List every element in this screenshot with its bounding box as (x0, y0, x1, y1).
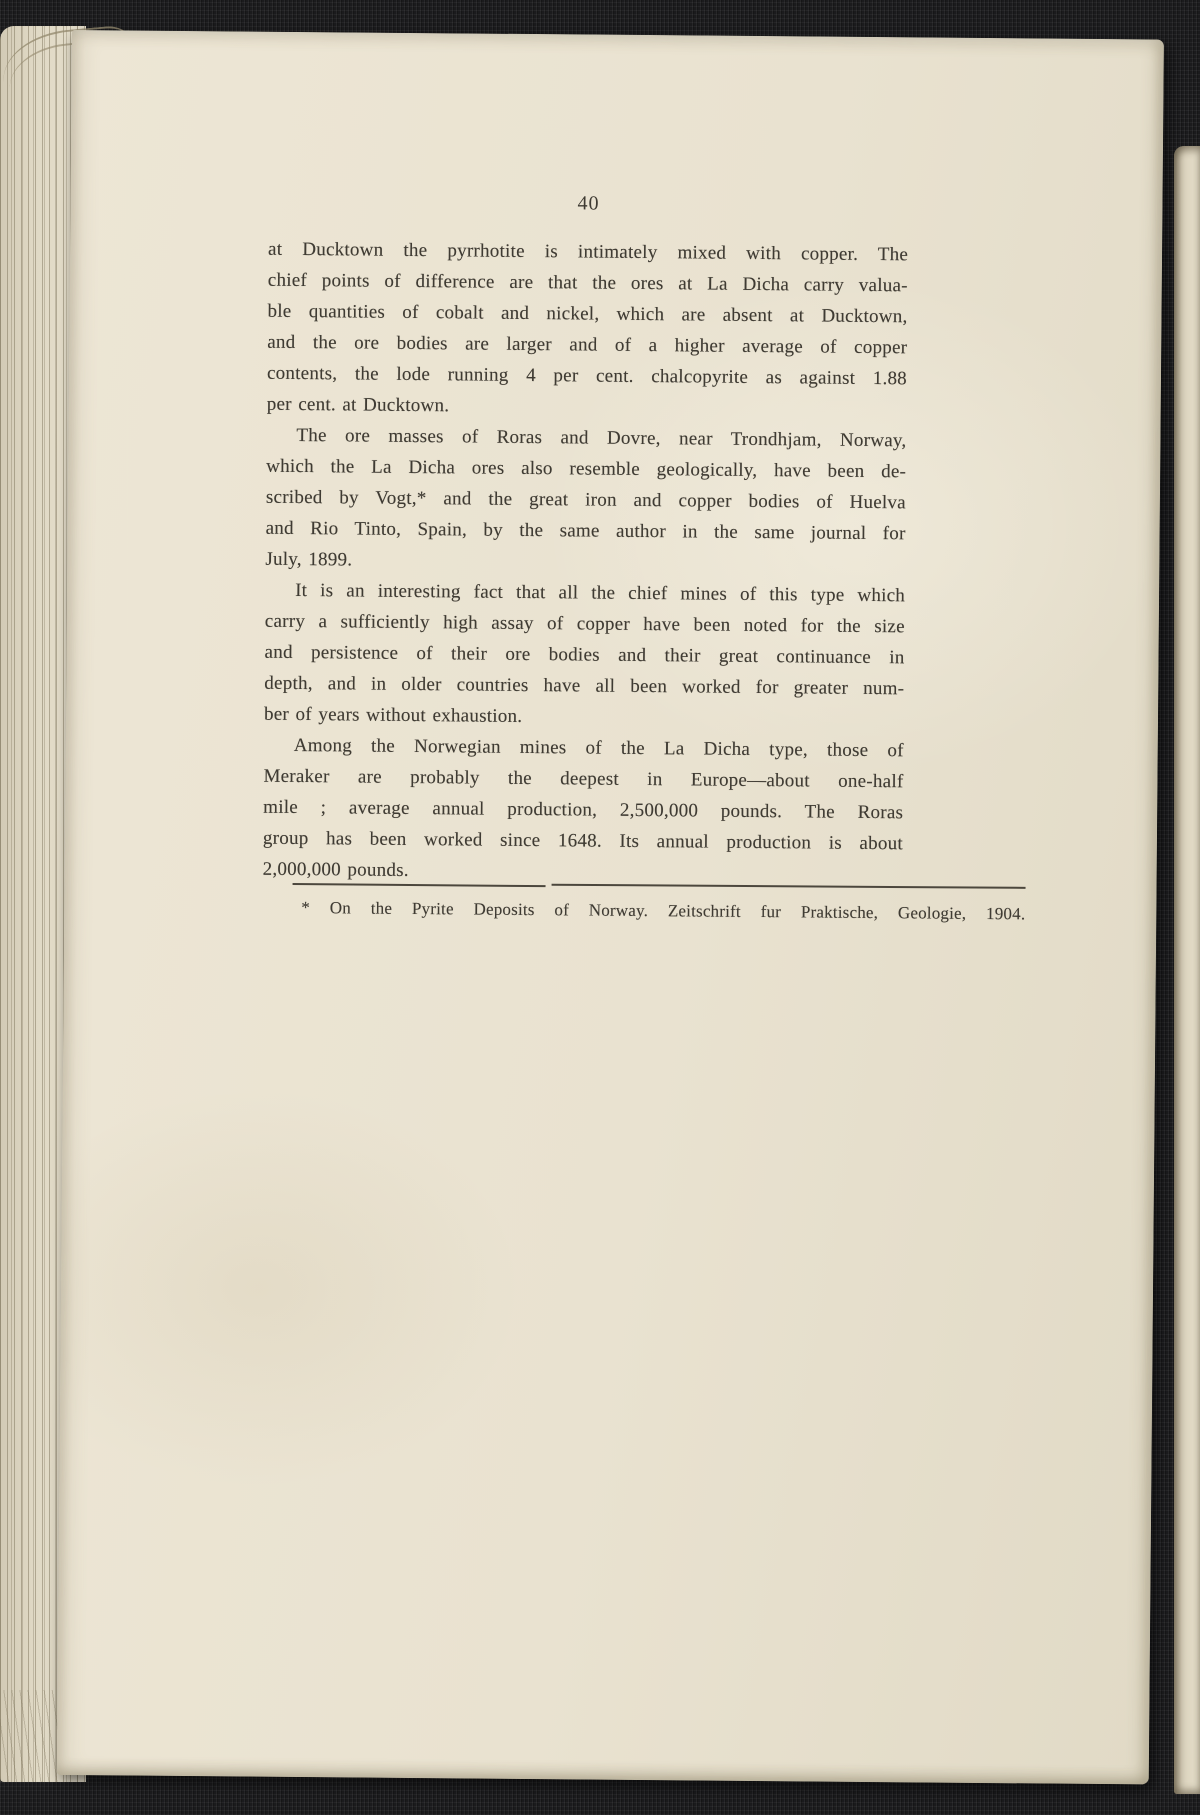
text-line: Meraker are probably the deepest in Europe—about one-half (263, 765, 904, 793)
next-leaf-edge (1174, 146, 1200, 1794)
text-line: carry a sufficiently high assay of copper have been noted for the size (264, 610, 905, 638)
text-line: Among the Norwegian mines of the La Dicha type, those of (293, 734, 904, 762)
page-number: 40 (577, 192, 600, 215)
text-line: 2,000,000 pounds. (262, 858, 409, 881)
text-line: ble quantities of cobalt and nickel, which are absent at Ducktown, (267, 300, 908, 328)
text-line: which the La Dicha ores also resemble geologically, have been de- (266, 455, 907, 483)
text-line: and Rio Tinto, Spain, by the same author in the same journal for (265, 517, 906, 545)
text-line: July, 1899. (265, 548, 353, 571)
text-line: per cent. at Ducktown. (266, 393, 450, 417)
text-line: depth, and in older countries have all been worked for greater num- (264, 672, 905, 700)
footnote-text: * On the Pyrite Deposits of Norway. Zeitschrift fur Praktische, Geologie, 1904. (301, 898, 1026, 924)
text-line: The ore masses of Roras and Dovre, near Trondhjam, Norway, (296, 424, 907, 452)
book-page (57, 30, 1164, 1784)
text-line: It is an interesting fact that all the chief mines of this type which (295, 579, 906, 607)
text-line: and the ore bodies are larger and of a higher average of copper (267, 331, 908, 359)
text-line: chief points of difference are that the ores at La Dicha carry valua- (267, 269, 908, 297)
body-text (263, 234, 909, 891)
text-line: scribed by Vogt,* and the great iron and copper bodies of Huelva (265, 486, 906, 514)
text-line: ber of years without exhaustion. (263, 703, 523, 727)
text-line: group has been worked since 1648. Its annual production is about (262, 827, 904, 855)
text-line: and persistence of their ore bodies and their great continuance in (264, 641, 905, 669)
page-stack-bottom-edges (0, 1690, 60, 1782)
text-line: at Ducktown the pyrrhotite is intimately mixed with copper. The (268, 238, 909, 266)
text-line: mile ; average annual production, 2,500,000 pounds. The Roras (263, 796, 904, 824)
text-line: contents, the lode running 4 per cent. chalcopyrite as against 1.88 (266, 362, 908, 390)
